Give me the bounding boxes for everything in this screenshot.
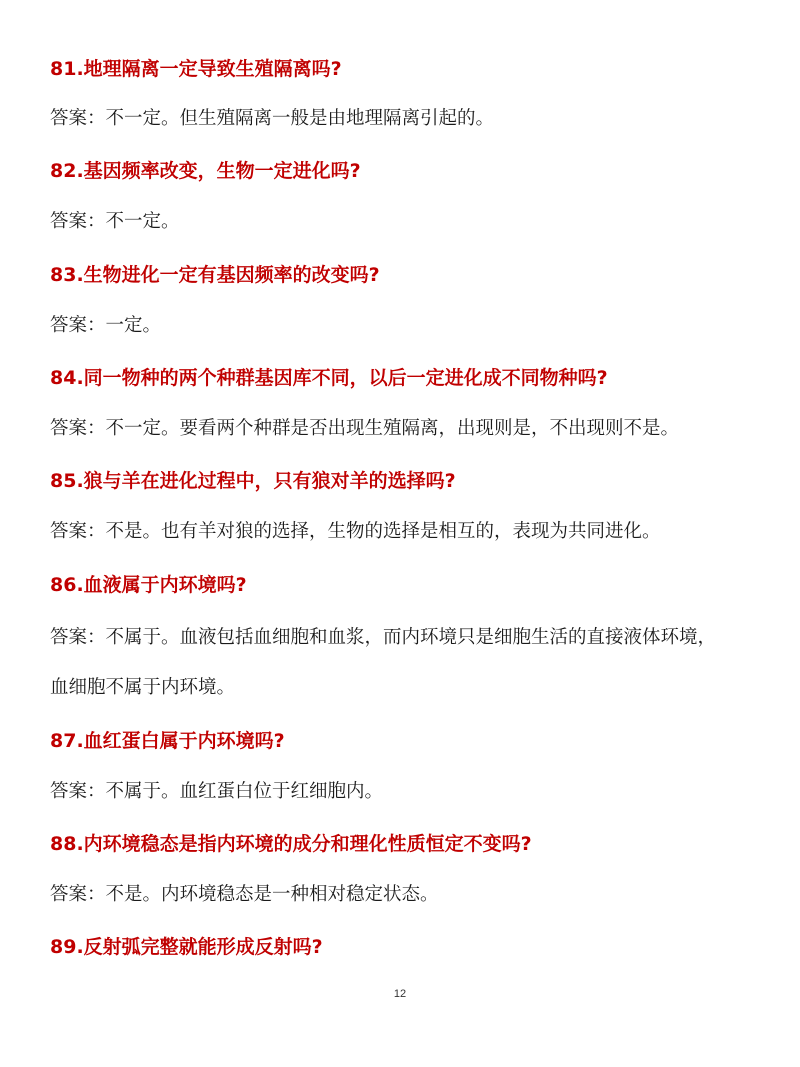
question-83: 83.生物进化一定有基因频率的改变吗? (50, 264, 380, 286)
answer-86: 答案：不属于。血液包括血细胞和血浆，而内环境只是细胞生活的直接液体环境， (50, 627, 717, 648)
question-89: 89.反射弧完整就能形成反射吗? (50, 936, 323, 958)
answer-88: 答案：不是。内环境稳态是一种相对稳定状态。 (50, 884, 439, 905)
question-82: 82.基因频率改变，生物一定进化吗? (50, 160, 361, 182)
answer-86-continued: 血细胞不属于内环境。 (50, 677, 236, 698)
answer-83: 答案：一定。 (50, 315, 162, 336)
answer-81: 答案：不一定。但生殖隔离一般是由地理隔离引起的。 (50, 108, 495, 129)
question-87: 87.血红蛋白属于内环境吗? (50, 730, 285, 752)
question-86: 86.血液属于内环境吗? (50, 574, 247, 596)
document-page (50, 0, 770, 1067)
answer-87: 答案：不属于。血红蛋白位于红细胞内。 (50, 781, 384, 802)
answer-84: 答案：不一定。要看两个种群是否出现生殖隔离，出现则是，不出现则不是。 (50, 418, 680, 439)
question-81: 81.地理隔离一定导致生殖隔离吗? (50, 58, 342, 80)
question-84: 84.同一物种的两个种群基因库不同，以后一定进化成不同物种吗? (50, 367, 608, 389)
question-88: 88.内环境稳态是指内环境的成分和理化性质恒定不变吗? (50, 833, 532, 855)
question-85: 85.狼与羊在进化过程中，只有狼对羊的选择吗? (50, 470, 456, 492)
answer-82: 答案：不一定。 (50, 211, 180, 232)
answer-85: 答案：不是。也有羊对狼的选择，生物的选择是相互的，表现为共同进化。 (50, 521, 661, 542)
page-number: 12 (393, 988, 407, 1000)
